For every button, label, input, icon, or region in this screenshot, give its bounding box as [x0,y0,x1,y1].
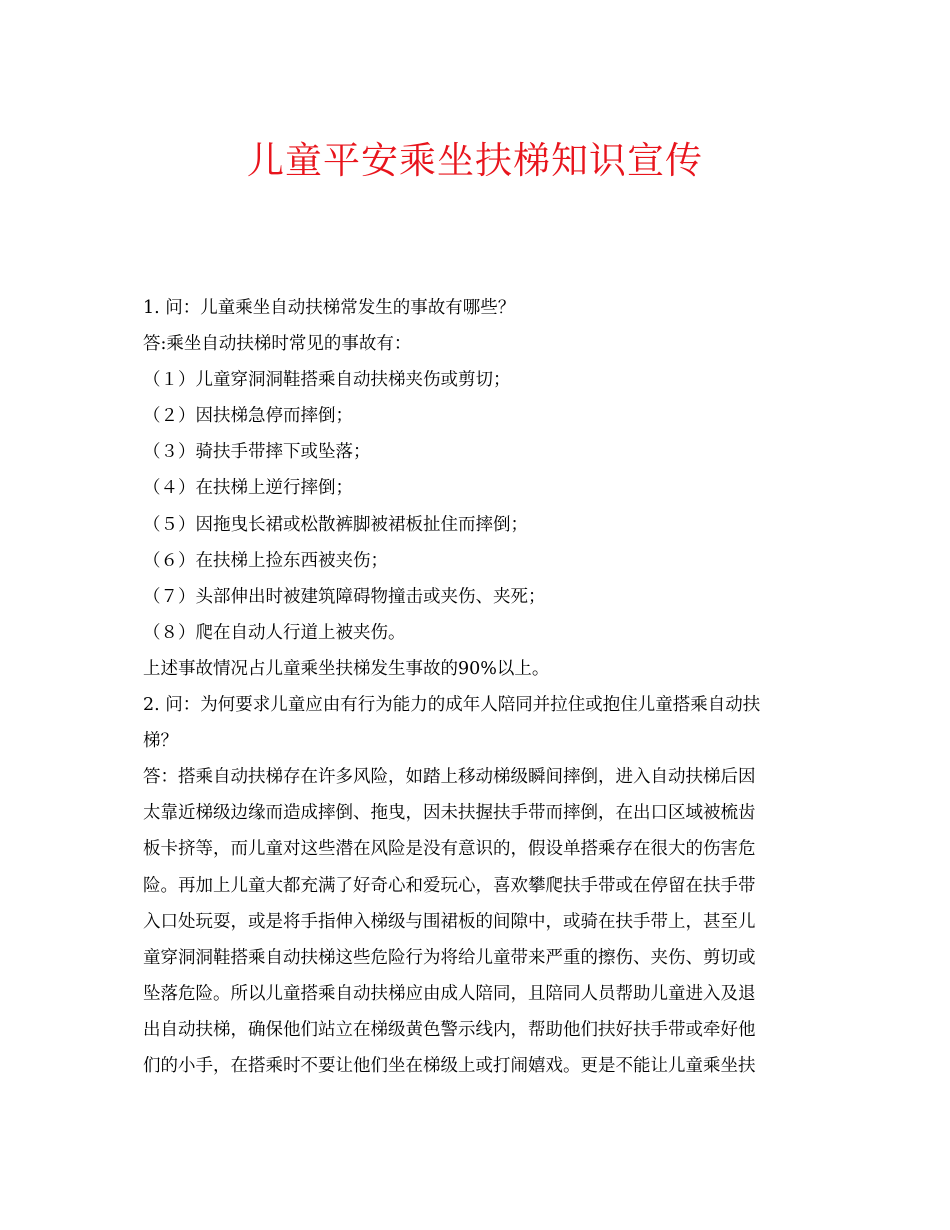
accident-item-1: （１）儿童穿洞洞鞋搭乘自动扶梯夹伤或剪切； [143,370,511,391]
question-2-line-2: 梯？ [143,731,178,752]
answer-1-summary: 上述事故情况占儿童乘坐扶梯发生事故的90%以上。 [143,658,550,679]
answer-2-line-8: 出自动扶梯，确保他们站立在梯级黄色警示线内，帮助他们扶好扶手带或牵好他 [143,1019,756,1040]
accident-item-2: （２）因扶梯急停而摔倒； [143,406,353,427]
answer-1-intro: 答:乘坐自动扶梯时常见的事故有： [143,334,412,355]
document-body [143,290,815,1084]
answer-2-line-3: 板卡挤等，而儿童对这些潜在风险是没有意识的，假设单搭乘存在很大的伤害危 [143,839,756,860]
question-1: 1. 问：儿童乘坐自动扶梯常发生的事故有哪些？ [143,298,516,318]
answer-2-line-1: 答：搭乘自动扶梯存在许多风险，如踏上移动梯级瞬间摔倒，进入自动扶梯后因 [143,767,756,788]
accident-item-8: （８）爬在自动人行道上被夹伤。 [143,622,406,643]
accident-item-7: （７）头部伸出时被建筑障碍物撞击或夹伤、夹死； [143,586,546,607]
answer-2-line-7: 坠落危险。所以儿童搭乘自动扶梯应由成人陪同，且陪同人员帮助儿童进入及退 [143,983,756,1004]
accident-item-3: （３）骑扶手带摔下或坠落； [143,442,371,463]
accident-item-5: （５）因拖曳长裙或松散裤脚被裙板扯住而摔倒； [143,514,528,535]
accident-item-4: （４）在扶梯上逆行摔倒； [143,478,353,499]
answer-2-line-6: 童穿洞洞鞋搭乘自动扶梯这些危险行为将给儿童带来严重的擦伤、夹伤、剪切或 [143,947,756,968]
question-2-line-1: 2. 问：为何要求儿童应由有行为能力的成年人陪同并拉住或抱住儿童搭乘自动扶 [143,695,761,716]
document-title: 儿童平安乘坐扶梯知识宣传 [247,139,703,182]
accident-item-6: （６）在扶梯上捡东西被夹伤； [143,550,388,571]
answer-2-line-2: 太靠近梯级边缘而造成摔倒、拖曳，因未扶握扶手带而摔倒，在出口区域被梳齿 [143,803,756,824]
answer-2-line-9: 们的小手，在搭乘时不要让他们坐在梯级上或打闹嬉戏。更是不能让儿童乘坐扶 [143,1055,756,1076]
answer-2-line-5: 入口处玩耍，或是将手指伸入梯级与围裙板的间隙中，或骑在扶手带上，甚至儿 [143,911,756,932]
answer-2-line-4: 险。再加上儿童大都充满了好奇心和爱玩心，喜欢攀爬扶手带或在停留在扶手带 [143,875,756,896]
